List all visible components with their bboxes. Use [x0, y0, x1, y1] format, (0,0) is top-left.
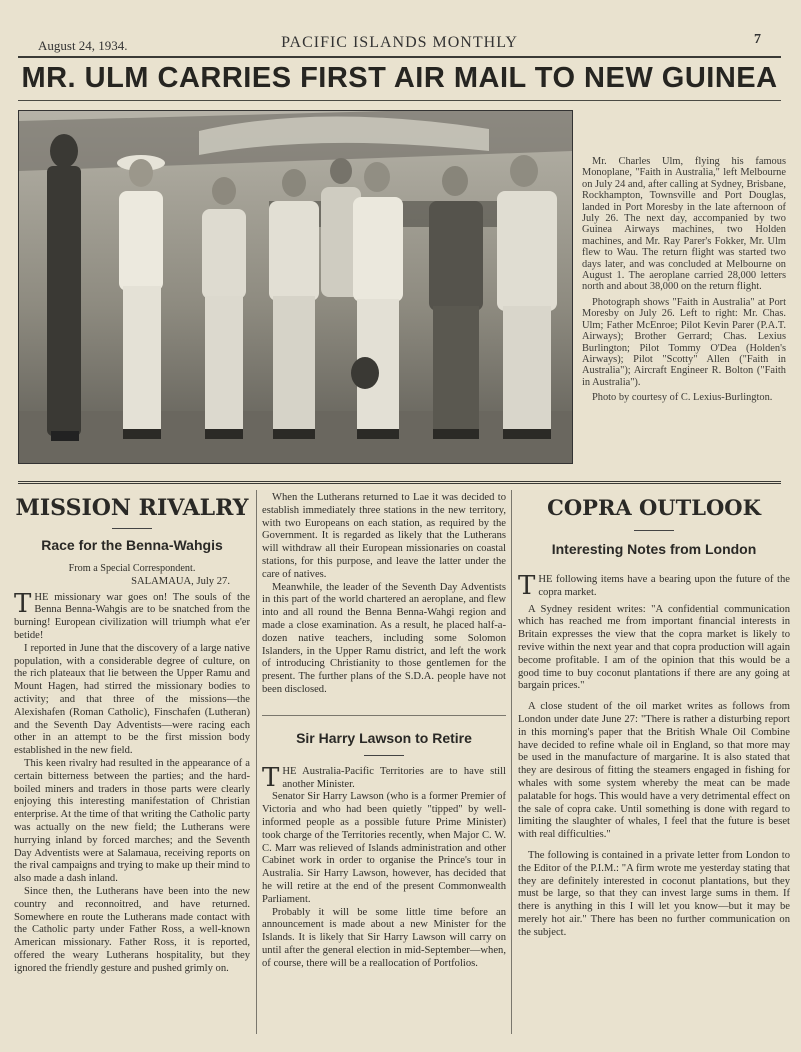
column-divider [511, 490, 512, 1034]
mission-article [14, 492, 250, 976]
article-paragraph: THE Australia-Pacific Territories are to have still another Minister. [262, 762, 506, 793]
article-paragraph: The following is contained in a private letter from London to the Editor of the P.I.M.: "A firm wrote me yesterday stating that they are definitely interested in coconut plantations, but they must be large, so that they can invest large sums in them. If there is anything in this I will let you know—but it may be merely hot air." There has been no further communication on the subject. [518, 849, 790, 938]
article-paragraph: Since then, the Lutherans have been into the new country and reconnoitred, and have returned. Somewhere en route the Lutherans made contact with the Catholic party under Father Ross, a well-known American missionary. Father Ross, it is reported, offered the weary Lutherans hospitality, but they ignored the friendly gesture and pushed grimly on. [14, 885, 250, 974]
article-paragraph: A Sydney resident writes: "A confidential communication which has reached me from important financial interests in Britain expresses the view that the copra market is likely to revive within the next year and that copra production will again become profitable. I am of the opinion that this would be a good time to buy coconut plantations if there are any going at bargain prices." [518, 603, 790, 692]
article-paragraph: Probably it will be some little time before an announcement is made about a new Minister for the Islands. It is likely that Sir Harry Lawson will carry on until after the general election in mid-September—when, of course, there will be a reallocation of Portfolios. [262, 906, 506, 969]
dateline: SALAMAUA, July 27. [131, 575, 230, 587]
lawson-title: Sir Harry Lawson to Retire [296, 729, 472, 746]
article-paragraph: Senator Sir Harry Lawson (who is a former Premier of Victoria and who had been quietly "tipped" by well-informed people as a possible future Prime Minister) took charge of the Territories recently, when Major C. W. C. Marr was relieved of Islands administration and other Cabinet work in order to organise the Prince's tour in Australia. Sir Harry Lawson, however, has decided that he will retire at the end of the present Commonwealth Parliament. [262, 791, 506, 905]
group-photograph [18, 110, 573, 464]
photo-credit: Photo by courtesy of C. Lexius-Burlington. [592, 392, 773, 404]
main-headline: MR. ULM CARRIES FIRST AIR MAIL TO NEW GUINEA [21, 62, 778, 94]
copra-title: COPRA OUTLOOK [547, 495, 761, 520]
caption-paragraph: Photograph shows "Faith in Australia" at Port Moresby on July 26. Left to right: Mr. Chas. Ulm; Father McEnroe; Pilot Kevin Parer (P.A.T. Airways); Brother Gerrard; Chas. Lexius Burlington; Pilot Tommy O'Dea (Holden's Airways); Pilot "Scotty" Allen ("Faith in Australia"); Aircraft Engineer R. Bolton ("Faith in Australia"). [582, 296, 786, 388]
header-rule [18, 56, 781, 58]
mission-title: MISSION RIVALRY [15, 495, 249, 521]
byline: From a Special Correspondent. [68, 563, 196, 574]
issue-date: August 24, 1934. [38, 38, 128, 53]
photo-caption [582, 156, 786, 408]
drop-cap: T [14, 588, 32, 619]
middle-column [262, 492, 506, 971]
section-rule [18, 481, 781, 484]
drop-cap: T [262, 762, 280, 793]
title-rule [634, 530, 674, 531]
article-paragraph: I reported in June that the discovery of a large native population, with a considerable degree of culture, on the rich plateaux that lie between the Upper Ramu and Mount Hagen, had stirred the missionary bodies to activity; and that three of the missions—the Alexishafen (Roman Catholic), Finschafen (Lutheran) and the Seventh Day Adventists—were racing each other in an attempt to be the first mission body established in the new field. [14, 642, 250, 757]
copra-subtitle: Interesting Notes from London [551, 541, 757, 557]
article-paragraph: THE missionary war goes on! The souls of the Benna Benna-Wahgis are to be snatched from the burning! European civilization will triumph what e'er betide! [14, 588, 250, 641]
article-paragraph: This keen rivalry had resulted in the appearance of a certain bitterness between the parties; and the hard-boiled miners and traders in those parts were clearly enjoying this interesting manifestation of Christian enterprise. At the time of that writing the Catholic party was actually on the new field; the Lutherans were hurrying inland by forced marches; and the Seventh Day Adventists were at Salamaua, receiving reports on the rival campaigns and trying to make up their mind to also made a dash inland. [14, 757, 250, 885]
title-rule [364, 755, 404, 756]
headline-rule [18, 100, 781, 101]
article-paragraph: A close student of the oil market writes as follows from London under date June 27: "There is rather a disturbing report in this morning's paper that the British Whale Oil Combine have decided to refine whale oil in England, so that more may be used in the manufacture of margarine. It is also stated that they are desirous of fitting the steamers engaged in fishing for whales with some system whereby the meat can be made palatable for hogs. This would have a very detrimental effect on the sale of copra cake. Until something is done with regard to limiting the slaughter of whales, I feel that the future is beset with real difficulties." [518, 701, 790, 841]
drop-cap: T [518, 571, 536, 601]
article-paragraph: THE following items have a bearing upon the future of the copra market. [518, 571, 790, 601]
article-separator [262, 715, 506, 716]
copra-article [518, 492, 790, 940]
running-head [38, 30, 761, 52]
page-number: 7 [754, 32, 761, 47]
article-paragraph: Meanwhile, the leader of the Seventh Day Adventists in this part of the world chartered an aeroplane, and flew into and all round the Benna Benna-Wahgi region and made a close examination. As a result, he placed half-a-dozen native teachers, including some Solomon Islanders, in the Upper Ramu district, and left the work of introducing Christianity to those gentlemen for the present. The further plans of the S.D.A. people have not been disclosed. [262, 581, 506, 695]
column-divider [256, 490, 257, 1034]
mission-subtitle: Race for the Benna-Wahgis [41, 537, 223, 553]
title-rule [112, 528, 152, 529]
magazine-name: PACIFIC ISLANDS MONTHLY [281, 34, 518, 51]
caption-paragraph: Mr. Charles Ulm, flying his famous Monoplane, "Faith in Australia," left Melbourne on July 24 and, after calling at Sydney, Brisbane, Rockhampton, Townsville and Port Douglas, landed in Port Moresby in the late afternoon of July 26. The next day, accompanied by two Guinea Airways machines, two Holden machines, and Mr. Ray Parer's Fokker, Mr. Ulm flew to Wau. The return flight was started two days later, and was concluded at Melbourne on August 1. The aeroplane carried 28,000 letters north and about 38,000 on the return flight. [582, 156, 786, 293]
article-paragraph: When the Lutherans returned to Lae it was decided to establish immediately three stations in the new territory, with two Europeans on each station, as required by the Government. It is regarded as likely that the Lutherans will withdraw all their European missionaries on coastal stations, for this purpose, and leave the latter under the care of natives. [262, 492, 506, 580]
